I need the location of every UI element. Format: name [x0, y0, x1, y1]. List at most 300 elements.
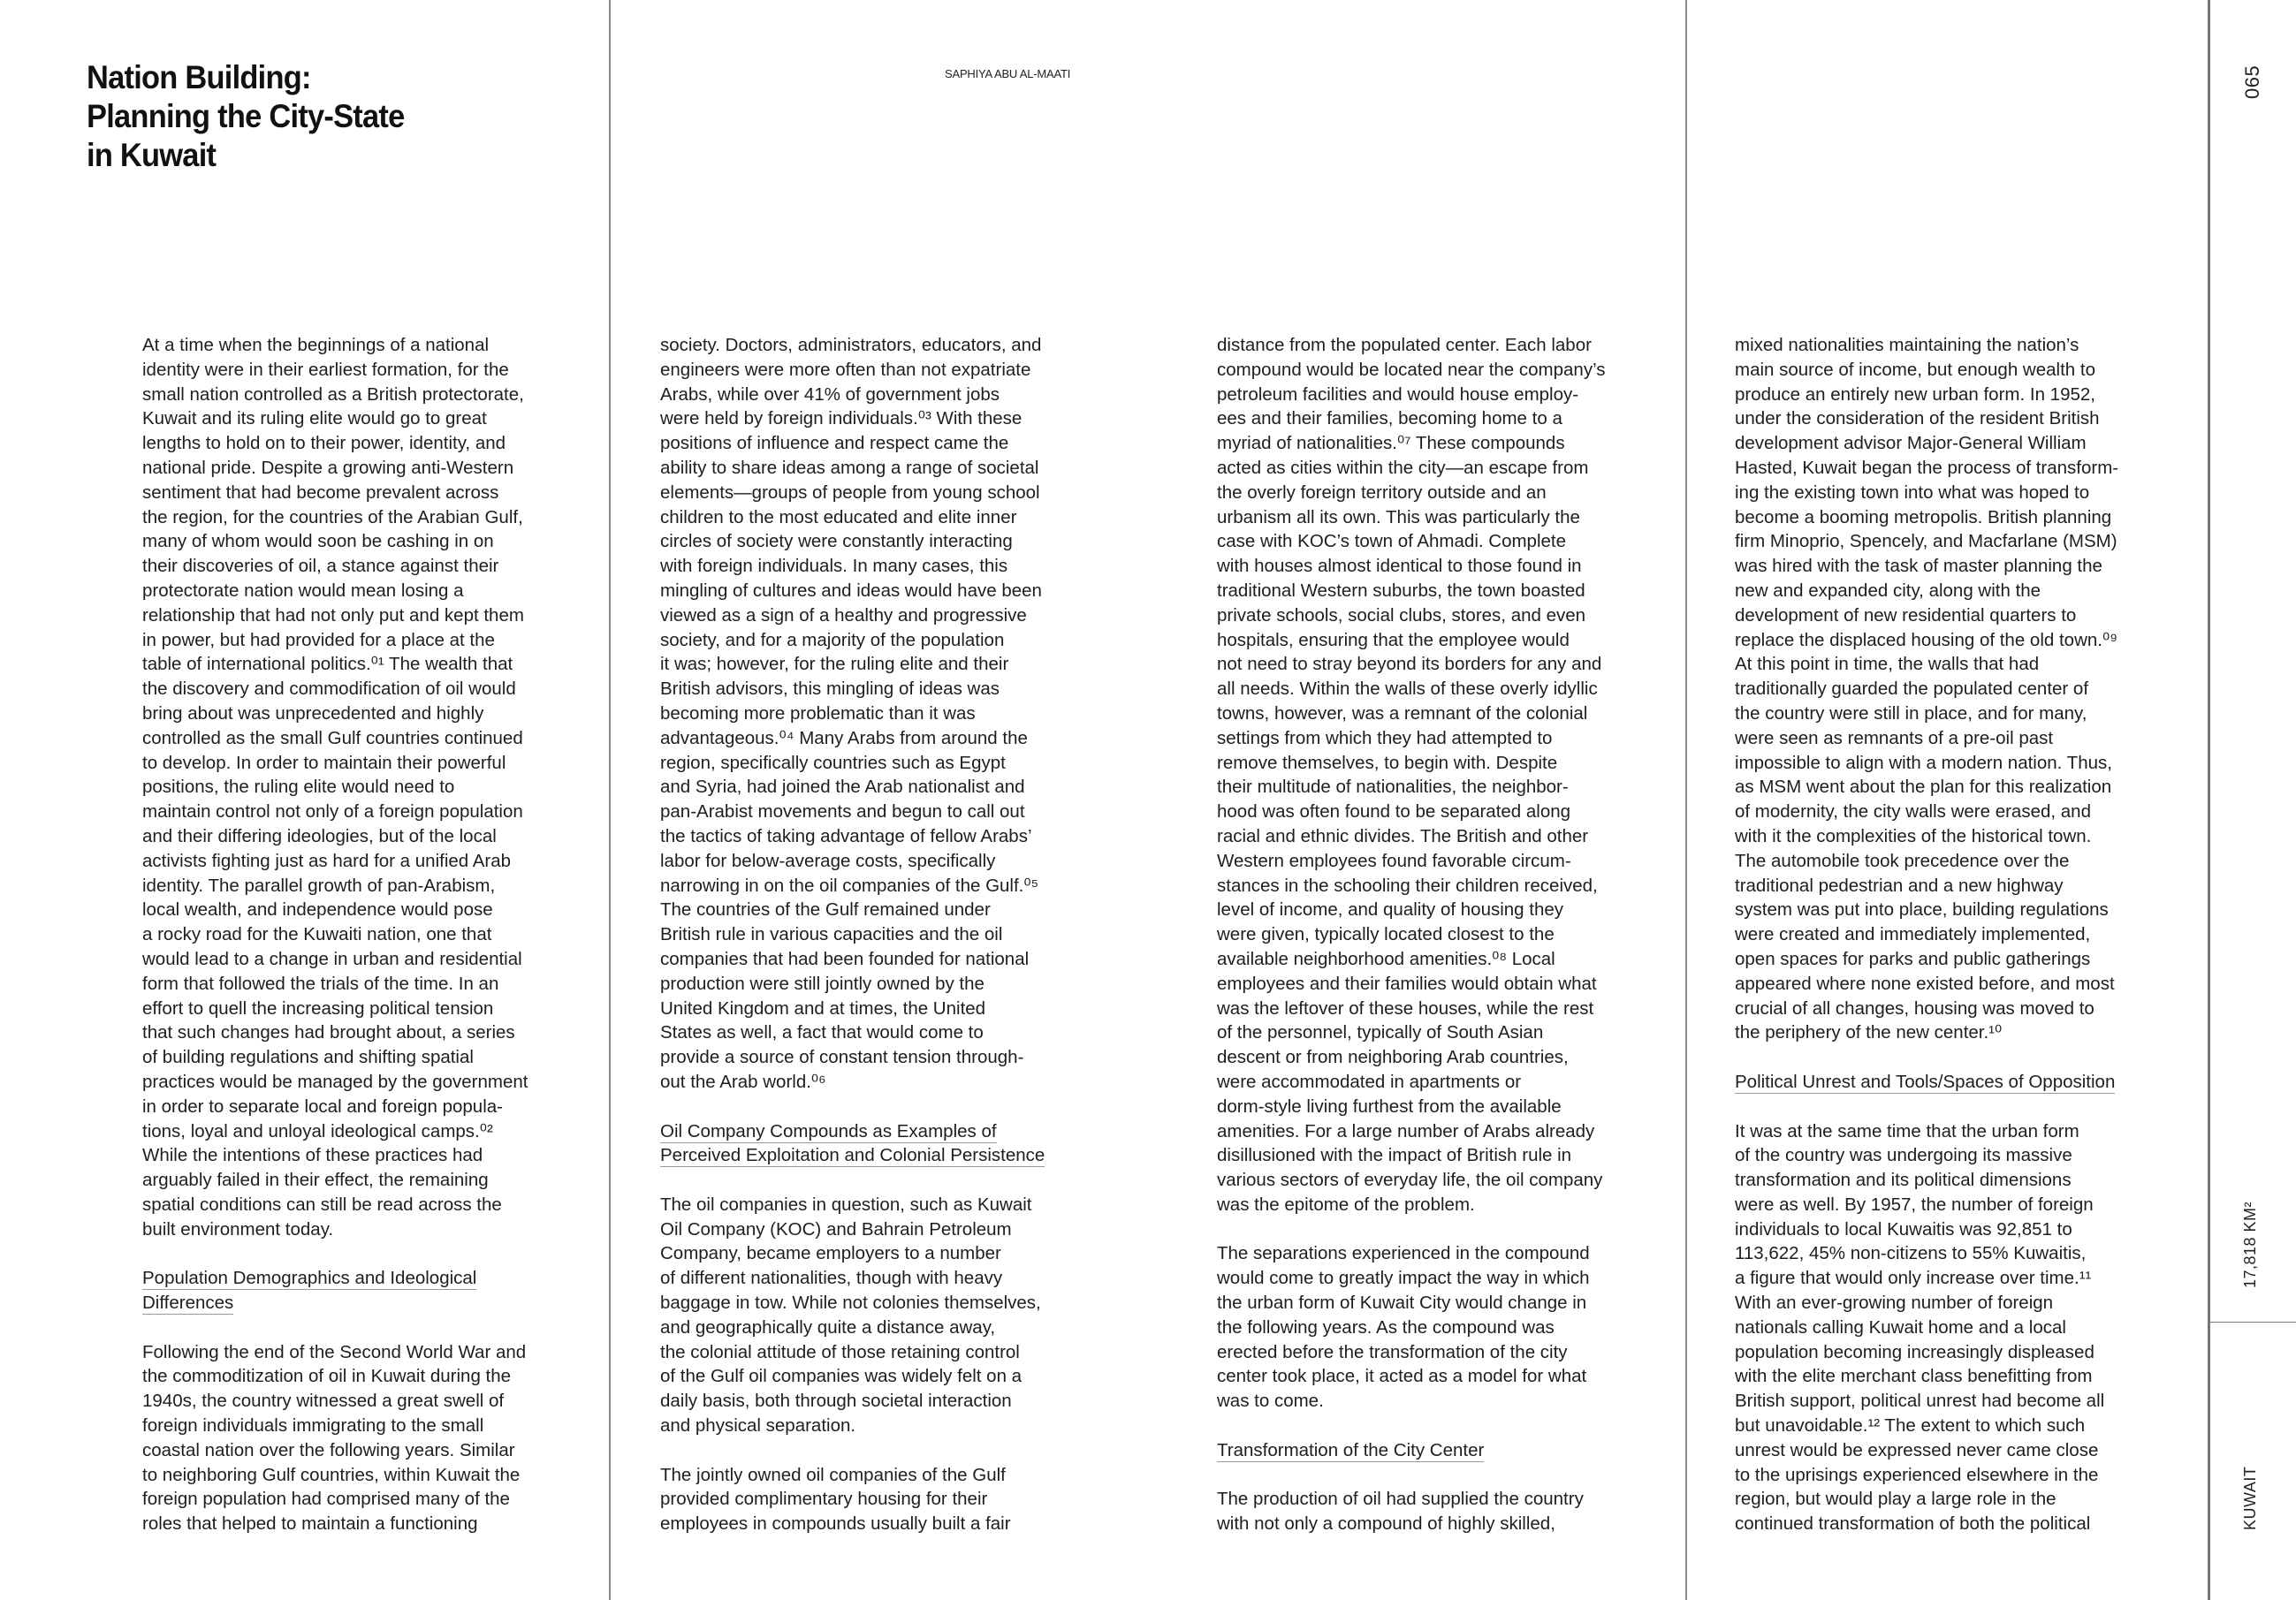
paragraph-gap [660, 1168, 1093, 1193]
line-text: a figure that would only increase over time.¹¹ [1735, 1268, 2092, 1289]
line-text: development advisor Major-General William [1735, 433, 2087, 454]
text-line [660, 505, 1093, 530]
text-line [142, 1119, 575, 1144]
paragraph-gap [1217, 1414, 1650, 1438]
line-text: employees and their families would obtain what [1217, 973, 1597, 994]
line-text: Hasted, Kuwait began the process of transform- [1735, 457, 2119, 478]
line-text: It was at the same time that the urban form [1735, 1120, 2079, 1141]
text-line [142, 1512, 575, 1536]
line-text: The automobile took precedence over the [1735, 850, 2070, 871]
line-text: main source of income, but enough wealth to [1735, 359, 2095, 380]
line-text: stances in the schooling their children received, [1217, 875, 1598, 896]
paragraph-gap [1217, 1217, 1650, 1242]
line-text: The separations experienced in the compound [1217, 1243, 1590, 1264]
section-heading [142, 1266, 575, 1316]
line-text: small nation controlled as a British protectorate, [142, 383, 524, 405]
line-text: petroleum facilities and would house employ- [1217, 383, 1579, 405]
line-text: table of international politics.⁰¹ The wealth that [142, 654, 513, 675]
text-line [1735, 1364, 2168, 1389]
country-area: 17,818 KM² [2241, 1201, 2259, 1288]
text-line [1217, 1241, 1650, 1266]
line-text: in power, but had provided for a place at the [142, 629, 495, 650]
text-line [142, 406, 575, 431]
line-text: ability to share ideas among a range of societal [660, 457, 1039, 478]
text-line [660, 1340, 1093, 1365]
line-text: British support, political unrest had become all [1735, 1391, 2105, 1412]
line-text: their multitude of nationalities, the neighbor- [1217, 777, 1569, 798]
line-text: the periphery of the new center.¹⁰ [1735, 1022, 2003, 1043]
line-text: The jointly owned oil companies of the Gulf [660, 1464, 1006, 1485]
text-line [1217, 800, 1650, 824]
line-text: society. Doctors, administrators, educators, and [660, 335, 1042, 355]
line-text: ing the existing town into what was hoped to [1735, 482, 2090, 503]
line-text: disillusioned with the impact of British rule in [1217, 1145, 1572, 1166]
line-text: replace the displaced housing of the old town.⁰⁹ [1735, 629, 2117, 650]
line-text: were as well. By 1957, the number of foreign [1735, 1194, 2094, 1215]
line-text: were given, typically located closest to the [1217, 924, 1555, 945]
line-text: produce an entirely new urban form. In 1952, [1735, 383, 2095, 405]
text-line [660, 1045, 1093, 1070]
text-line [142, 1070, 575, 1095]
text-line [1217, 1316, 1650, 1340]
text-line [660, 579, 1093, 603]
text-line [1735, 1414, 2168, 1438]
line-text: many of whom would soon be cashing in on [142, 531, 494, 552]
text-line [1217, 1095, 1650, 1119]
line-text: development of new residential quarters to [1735, 604, 2077, 626]
line-text: were accommodated in apartments or [1217, 1071, 1522, 1092]
text-line [1217, 652, 1650, 677]
line-text: become a booming metropolis. British planning [1735, 506, 2112, 527]
line-text: under the consideration of the resident British [1735, 408, 2100, 429]
text-line [142, 1364, 575, 1389]
text-line [1735, 481, 2168, 505]
text-line [1735, 922, 2168, 947]
paragraph-gap [1735, 1095, 2168, 1119]
line-text: positions, the ruling elite would need to [142, 777, 455, 798]
text-line [142, 972, 575, 997]
line-text: maintain control not only of a foreign population [142, 801, 523, 823]
line-text: With an ever-growing number of foreign [1735, 1293, 2054, 1314]
text-line [1217, 456, 1650, 481]
text-line [1735, 972, 2168, 997]
text-line [142, 1438, 575, 1463]
text-line [142, 554, 575, 579]
line-text: form that followed the trials of the time. In an [142, 973, 499, 994]
text-line [660, 1193, 1093, 1217]
text-line [142, 701, 575, 726]
paragraph [660, 333, 1093, 1095]
text-line [1217, 431, 1650, 456]
line-text: descent or from neighboring Arab countries, [1217, 1047, 1569, 1068]
line-text: private schools, social clubs, stores, and even [1217, 604, 1586, 626]
text-line [1735, 874, 2168, 899]
line-text: traditional Western suburbs, the town boasted [1217, 580, 1585, 601]
line-text: appeared where none existed before, and most [1735, 973, 2115, 994]
line-text: children to the most educated and elite inner [660, 506, 1017, 527]
text-line [660, 358, 1093, 383]
text-line [1217, 726, 1650, 751]
author-name: SAPHIYA ABU AL-MAATI [945, 67, 1071, 80]
text-line [1217, 628, 1650, 653]
text-line [142, 1340, 575, 1365]
paragraph [1217, 1241, 1650, 1414]
line-text: The countries of the Gulf remained under [660, 899, 991, 921]
line-text: 113,622, 45% non-citizens to 55% Kuwaitis, [1735, 1243, 2087, 1264]
line-text: was to come. [1217, 1391, 1324, 1412]
line-text: of the personnel, typically of South Asian [1217, 1022, 1544, 1043]
text-line [142, 1095, 575, 1119]
line-text: identity. The parallel growth of pan-Arabism, [142, 875, 496, 896]
text-line [142, 1143, 575, 1168]
text-line [1735, 406, 2168, 431]
line-text: that such changes had brought about, a series [142, 1022, 515, 1043]
line-text: distance from the populated center. Each labor [1217, 335, 1592, 355]
line-text: roles that helped to maintain a functioning [142, 1513, 478, 1535]
text-line [1217, 1340, 1650, 1365]
text-line [142, 922, 575, 947]
line-text: society, and for a majority of the population [660, 629, 1005, 650]
line-text: Transformation of the City Center [1217, 1439, 1485, 1460]
line-text: with foreign individuals. In many cases, this [660, 556, 1008, 577]
line-text: center took place, it acted as a model for what [1217, 1366, 1587, 1387]
text-line [1735, 1119, 2168, 1144]
line-text: with the elite merchant class benefitting from [1735, 1366, 2093, 1387]
title-line: Nation Building: [87, 59, 311, 95]
text-line [660, 922, 1093, 947]
text-line [1735, 529, 2168, 554]
text-line [1217, 383, 1650, 407]
text-line [142, 652, 575, 677]
text-line [142, 383, 575, 407]
line-text: acted as cities within the city—an escape from [1217, 457, 1589, 478]
paragraph-gap [660, 1095, 1093, 1119]
line-text: remove themselves, to begin with. Despite [1217, 752, 1558, 773]
text-line [1217, 1045, 1650, 1070]
text-line [660, 1020, 1093, 1045]
line-text: The production of oil had supplied the country [1217, 1489, 1584, 1510]
text-line [1217, 1487, 1650, 1512]
text-line [1735, 554, 2168, 579]
paragraph [1217, 1487, 1650, 1536]
text-line [142, 628, 575, 653]
text-line [660, 1487, 1093, 1512]
line-text: Following the end of the Second World War and [142, 1341, 527, 1362]
text-line [1735, 1020, 2168, 1045]
paragraph [660, 1463, 1093, 1536]
line-text: and Syria, had joined the Arab nationalist and [660, 777, 1025, 798]
line-text: the urban form of Kuwait City would change in [1217, 1293, 1587, 1314]
text-line [660, 1266, 1093, 1291]
line-text: Perceived Exploitation and Colonial Persistence [660, 1145, 1045, 1166]
line-text: relationship that had not only put and kept them [142, 604, 524, 626]
title-line: Planning the City-State [87, 98, 405, 134]
text-line [660, 701, 1093, 726]
heading-line [1217, 1438, 1650, 1463]
line-text: system was put into place, building regulations [1735, 899, 2109, 921]
paragraph [142, 1340, 575, 1536]
line-text: becoming more problematic than it was [660, 702, 976, 724]
line-text: was the leftover of these houses, while the rest [1217, 997, 1594, 1019]
line-text: transformation and its political dimensions [1735, 1170, 2072, 1191]
line-text: Differences [142, 1293, 234, 1314]
line-text: erected before the transformation of the city [1217, 1341, 1568, 1362]
line-text: pan-Arabist movements and begun to call out [660, 801, 1025, 823]
text-line [660, 333, 1093, 358]
text-line [660, 775, 1093, 800]
line-text: firm Minoprio, Spencely, and Macfarlane (MSM) [1735, 531, 2117, 552]
line-text: not need to stray beyond its borders for any and [1217, 654, 1602, 675]
line-text: the following years. As the compound was [1217, 1316, 1555, 1338]
line-text: United Kingdom and at times, the United [660, 997, 986, 1019]
text-line [1735, 431, 2168, 456]
text-line [1217, 1266, 1650, 1291]
text-line [1735, 456, 2168, 481]
line-text: States as well, a fact that would come to [660, 1022, 984, 1043]
text-line [1735, 358, 2168, 383]
text-line [142, 1193, 575, 1217]
line-text: case with KOC’s town of Ahmadi. Complete [1217, 531, 1566, 552]
line-text: their discoveries of oil, a stance against their [142, 556, 499, 577]
text-line [1735, 1291, 2168, 1316]
text-line [1217, 997, 1650, 1021]
line-text: hood was often found to be separated along [1217, 801, 1571, 823]
line-text: national pride. Despite a growing anti-Western [142, 457, 514, 478]
text-line [660, 849, 1093, 874]
text-line [1735, 1340, 2168, 1365]
line-text: continued transformation of both the political [1735, 1513, 2091, 1535]
text-line [142, 1020, 575, 1045]
text-line [660, 383, 1093, 407]
text-line [1217, 677, 1650, 701]
text-line [1735, 800, 2168, 824]
line-text: provide a source of constant tension through- [660, 1047, 1024, 1068]
text-line [660, 972, 1093, 997]
text-line [660, 800, 1093, 824]
text-line [1217, 603, 1650, 628]
text-line [142, 1487, 575, 1512]
line-text: companies that had been founded for national [660, 948, 1030, 969]
margin-horizontal-rule [2209, 1322, 2296, 1323]
text-line [660, 1364, 1093, 1389]
line-text: would come to greatly impact the way in which [1217, 1268, 1590, 1289]
text-line [142, 898, 575, 922]
text-line [660, 529, 1093, 554]
text-line [1735, 652, 2168, 677]
text-line [1217, 1364, 1650, 1389]
paragraph-gap [142, 1316, 575, 1340]
line-text: ees and their families, becoming home to a [1217, 408, 1562, 429]
line-text: elements—groups of people from young school [660, 482, 1040, 503]
text-line [1217, 922, 1650, 947]
line-text: At a time when the beginnings of a national [142, 335, 490, 355]
text-line [1217, 1291, 1650, 1316]
text-line [142, 726, 575, 751]
line-text: were created and immediately implemented, [1735, 924, 2091, 945]
paragraph [660, 1193, 1093, 1438]
text-line [142, 481, 575, 505]
text-line [1735, 1266, 2168, 1291]
line-text: British rule in various capacities and the oil [660, 924, 1003, 945]
line-text: positions of influence and respect came the [660, 433, 1009, 454]
text-line [1735, 628, 2168, 653]
line-text: of the Gulf oil companies was widely felt on a [660, 1366, 1023, 1387]
line-text: advantageous.⁰⁴ Many Arabs from around the [660, 727, 1028, 748]
line-text: 1940s, the country witnessed a great swell of [142, 1391, 505, 1412]
text-line [142, 603, 575, 628]
text-line [660, 751, 1093, 776]
line-text: controlled as the small Gulf countries continued [142, 727, 523, 748]
text-line [1217, 1389, 1650, 1414]
line-text: engineers were more often than not expatriate [660, 359, 1031, 380]
line-text: of building regulations and shifting spatial [142, 1047, 474, 1068]
text-line [142, 824, 575, 849]
text-line [660, 898, 1093, 922]
line-text: level of income, and quality of housing they [1217, 899, 1564, 921]
text-line [1217, 947, 1650, 972]
line-text: and physical separation. [660, 1415, 856, 1437]
text-line [1735, 603, 2168, 628]
paragraph [1217, 333, 1650, 1217]
text-line [1217, 579, 1650, 603]
text-line [1735, 1241, 2168, 1266]
text-line [1217, 1512, 1650, 1536]
line-text: foreign individuals immigrating to the small [142, 1415, 484, 1437]
line-text: The oil companies in question, such as Kuwait [660, 1194, 1032, 1215]
line-text: open spaces for parks and public gatherings [1735, 948, 2091, 969]
text-line [142, 997, 575, 1021]
line-text: Oil Company Compounds as Examples of [660, 1120, 997, 1141]
line-text: of the country was undergoing its massive [1735, 1145, 2072, 1166]
line-text: Arabs, while over 41% of government jobs [660, 383, 1000, 405]
text-line [1735, 505, 2168, 530]
text-line [1217, 505, 1650, 530]
line-text: identity were in their earliest formation, for the [142, 359, 509, 380]
line-text: of modernity, the city walls were erased, and [1735, 801, 2091, 823]
text-line [660, 1070, 1093, 1095]
text-line [660, 628, 1093, 653]
text-line [142, 456, 575, 481]
line-text: Population Demographics and Ideological [142, 1268, 477, 1289]
line-text: with houses almost identical to those found in [1217, 556, 1582, 577]
text-line [1735, 898, 2168, 922]
line-text: individuals to local Kuwaitis was 92,851 to [1735, 1218, 2072, 1240]
text-line [142, 1389, 575, 1414]
text-line [142, 1463, 575, 1488]
line-text: the colonial attitude of those retaining control [660, 1341, 1020, 1362]
line-text: British advisors, this mingling of ideas was [660, 679, 1000, 700]
text-line [1735, 824, 2168, 849]
text-line [1735, 1316, 2168, 1340]
text-line [1735, 1438, 2168, 1463]
heading-line [660, 1119, 1093, 1144]
text-line [660, 481, 1093, 505]
line-text: effort to quell the increasing political tension [142, 997, 494, 1019]
text-line [660, 1241, 1093, 1266]
line-text: with it the complexities of the historical town. [1735, 825, 2092, 846]
line-text: built environment today. [142, 1218, 334, 1240]
line-text: foreign population had comprised many of the [142, 1489, 510, 1510]
text-column-2 [660, 333, 1093, 1536]
line-text: to develop. In order to maintain their powerful [142, 752, 506, 773]
line-text: traditional pedestrian and a new highway [1735, 875, 2064, 896]
text-line [142, 947, 575, 972]
text-line [660, 1217, 1093, 1242]
line-text: the tactics of taking advantage of fellow Arabs’ [660, 825, 1032, 846]
text-line [142, 849, 575, 874]
paragraph [1735, 333, 2168, 1045]
line-text: employees in compounds usually built a fair [660, 1513, 1011, 1535]
line-text: Kuwait and its ruling elite would go to great [142, 408, 487, 429]
text-line [660, 1389, 1093, 1414]
line-text: was hired with the task of master planning the [1735, 556, 2102, 577]
text-line [1217, 529, 1650, 554]
text-line [142, 358, 575, 383]
line-text: compound would be located near the company’s [1217, 359, 1606, 380]
text-line [142, 579, 575, 603]
line-text: of different nationalities, though with heavy [660, 1268, 1003, 1289]
line-text: Western employees found favorable circum- [1217, 850, 1571, 871]
heading-line [660, 1143, 1093, 1168]
text-line [1735, 383, 2168, 407]
line-text: provided complimentary housing for their [660, 1489, 988, 1510]
text-line [1735, 775, 2168, 800]
text-line [142, 333, 575, 358]
text-line [142, 1045, 575, 1070]
text-column-4 [1735, 333, 2168, 1536]
line-text: circles of society were constantly interacting [660, 531, 1013, 552]
paragraph-gap [1735, 1045, 2168, 1070]
text-line [1217, 1193, 1650, 1217]
line-text: While the intentions of these practices had [142, 1145, 483, 1166]
heading-line [1735, 1070, 2168, 1095]
paragraph-gap [142, 1241, 575, 1266]
line-text: traditionally guarded the populated center of [1735, 679, 2089, 700]
text-line [660, 652, 1093, 677]
text-line [660, 431, 1093, 456]
line-text: arguably failed in their effect, the remaining [142, 1170, 489, 1191]
line-text: sentiment that had become prevalent across [142, 482, 499, 503]
text-line [660, 824, 1093, 849]
text-line [1217, 751, 1650, 776]
line-text: production were still jointly owned by the [660, 973, 985, 994]
line-text: to the uprisings experienced elsewhere in the [1735, 1464, 2099, 1485]
line-text: region, specifically countries such as Egypt [660, 752, 1006, 773]
text-line [1735, 1463, 2168, 1488]
paragraph-gap [660, 1438, 1093, 1463]
column-divider-line [1685, 0, 1687, 1600]
text-line [1217, 874, 1650, 899]
line-text: amenities. For a large number of Arabs already [1217, 1120, 1595, 1141]
line-text: the overly foreign territory outside and an [1217, 482, 1547, 503]
line-text: were held by foreign individuals.⁰³ With these [660, 408, 1023, 429]
section-heading [1735, 1070, 2168, 1095]
text-line [142, 529, 575, 554]
text-line [1217, 898, 1650, 922]
line-text: impossible to align with a modern nation. Thus, [1735, 752, 2112, 773]
line-text: and geographically quite a distance away, [660, 1316, 996, 1338]
line-text: labor for below-average costs, specifically [660, 850, 996, 871]
line-text: out the Arab world.⁰⁶ [660, 1071, 826, 1092]
text-line [1217, 481, 1650, 505]
line-text: all needs. Within the walls of these overly idyllic [1217, 679, 1598, 700]
text-line [660, 1512, 1093, 1536]
paragraph-gap [1217, 1463, 1650, 1488]
line-text: activists fighting just as hard for a unified Arab [142, 850, 512, 871]
text-line [1735, 849, 2168, 874]
line-text: would lead to a change in urban and residential [142, 948, 522, 969]
section-heading [1217, 1438, 1650, 1463]
